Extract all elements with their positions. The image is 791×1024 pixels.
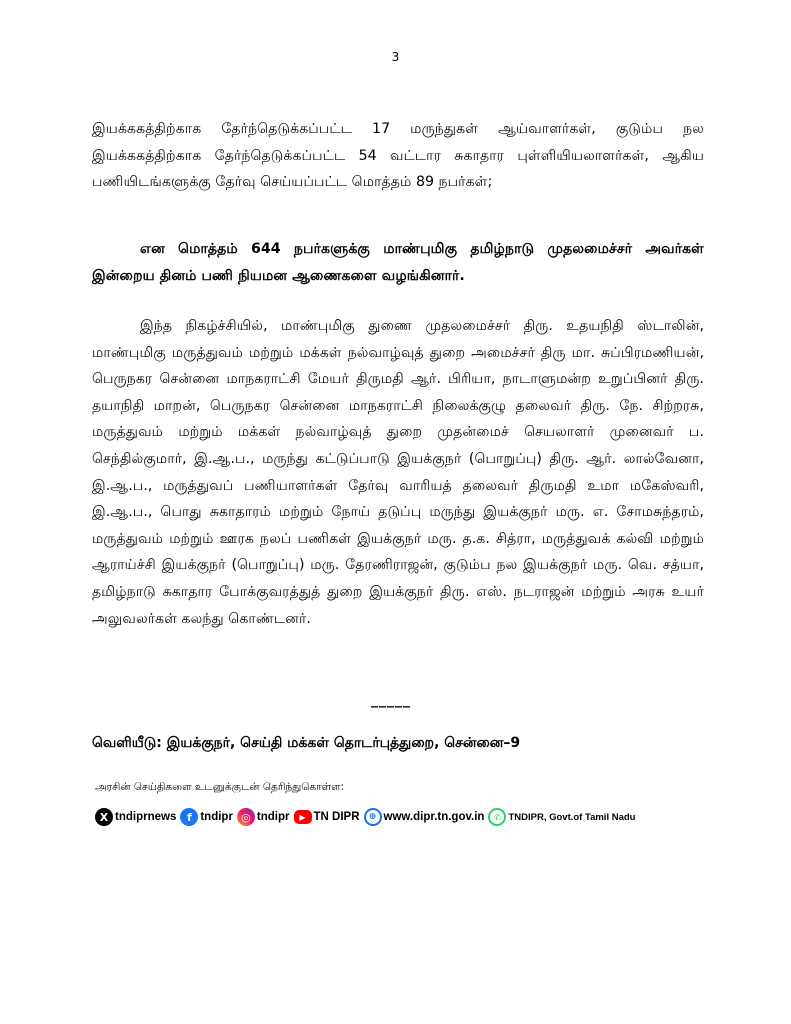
follow-text: அரசின் செய்திகளை உடனுக்குடன் தெரிந்துகொள்ள: [95,781,345,793]
social-whatsapp-link[interactable] [488,808,635,826]
social-instagram-label: tndipr [256,811,290,823]
social-youtube-link[interactable] [294,810,360,824]
social-whatsapp-label: TNDIPR, Govt.of Tamil Nadu [508,811,636,823]
website-label: www.dipr.tn.gov.in [383,811,485,823]
web-icon: ⊕ [364,808,382,826]
social-links [95,806,639,828]
paragraph-3-attendees: இந்த நிகழ்ச்சியில், மாண்புமிகு துணை முதலமைச்சர் திரு. உதயநிதி ஸ்டாலின், மாண்புமிகு மருத்துவம் மற்றும் மக்கள் நல்வாழ்வுத் துறை அமைச்சர் திரு மா. சுப்பிரமணியன், பெருநகர சென்னை மாநகராட்சி மேயர் திருமதி ஆர். பிரியா, நாடாளுமன்ற உறுப்பினர் திரு. தயாநிதி மாறன், பெருநகர சென்னை மாநகராட்சி நிலைக்குழு தலைவர் திரு. நே. சிற்றரசு, மருத்துவம் மற்றும் மக்கள் நல்வாழ்வுத் துறை முதன்மைச் செயலாளர் முனைவர் ப. செந்தில்குமார், இ.ஆ.ப., மருந்து கட்டுப்பாடு இயக்குநர் (பொறுப்பு) திரு. ஆர். லால்வேனா, இ.ஆ.ப., மருத்துவப் பணியாளர்கள் தேர்வு வாரியத் தலைவர் திருமதி உமா மகேஸ்வரி, இ.ஆ.ப., பொது சுகாதாரம் மற்றும் நோய் தடுப்பு மருந்து இயக்குநர் மரு. எ. சோமசுந்தரம், மருத்துவம் மற்றும் ஊரக நலப் பணிகள் இயக்குநர் மரு. த.க. சித்ரா, மருத்துவக் கல்வி மற்றும் ஆராய்ச்சி இயக்குநர் (பொறுப்பு) மரு. தேரணிராஜன், குடும்ப நல இயக்குநர் மரு. வெ. சத்யா, தமிழ்நாடு சுகாதார போக்குவரத்துத் துறை இயக்குநர் திரு. எஸ். நடராஜன் மற்றும் அரசு உயர் அலுவலர்கள் கலந்து கொண்டனர். [92,318,704,627]
page-number: 3 [391,50,400,64]
facebook-icon: f [180,808,198,826]
social-youtube-label: TN DIPR [313,811,360,823]
social-instagram-link[interactable] [237,808,290,826]
social-x-link[interactable] [95,808,176,826]
paragraph-1: இயக்ககத்திற்காக தேர்ந்தெடுக்கப்பட்ட 17 மருந்துகள் ஆய்வாளர்கள், குடும்ப நல இயக்ககத்திற்காக தேர்ந்தெடுக்கப்பட்ட 54 வட்டார சுகாதார புள்ளியியலாளர்கள், ஆகிய பணியிடங்களுக்கு தேர்வு செய்யப்பட்ட மொத்தம் 89 நபர்கள்; [92,121,704,190]
social-facebook-label: tndipr [200,811,233,823]
x-icon: X [95,808,113,826]
instagram-icon: ◎ [237,808,255,826]
youtube-icon: ▶ [294,810,312,824]
social-facebook-link[interactable] [180,808,233,826]
whatsapp-icon: ✆ [488,808,506,826]
website-link[interactable] [364,808,485,826]
paragraph-2-summary: என மொத்தம் 644 நபர்களுக்கு மாண்புமிகு தமிழ்நாடு முதலமைச்சர் அவர்கள் இன்றைய தினம் பணி நியமன ஆணைகளை வழங்கினார். [92,241,704,284]
section-divider: _____ [371,692,411,708]
release-line: வெளியீடு: இயக்குநர், செய்தி மக்கள் தொடர்புத்துறை, சென்னை–9 [92,735,521,751]
social-x-label: tndiprnews [115,811,177,823]
